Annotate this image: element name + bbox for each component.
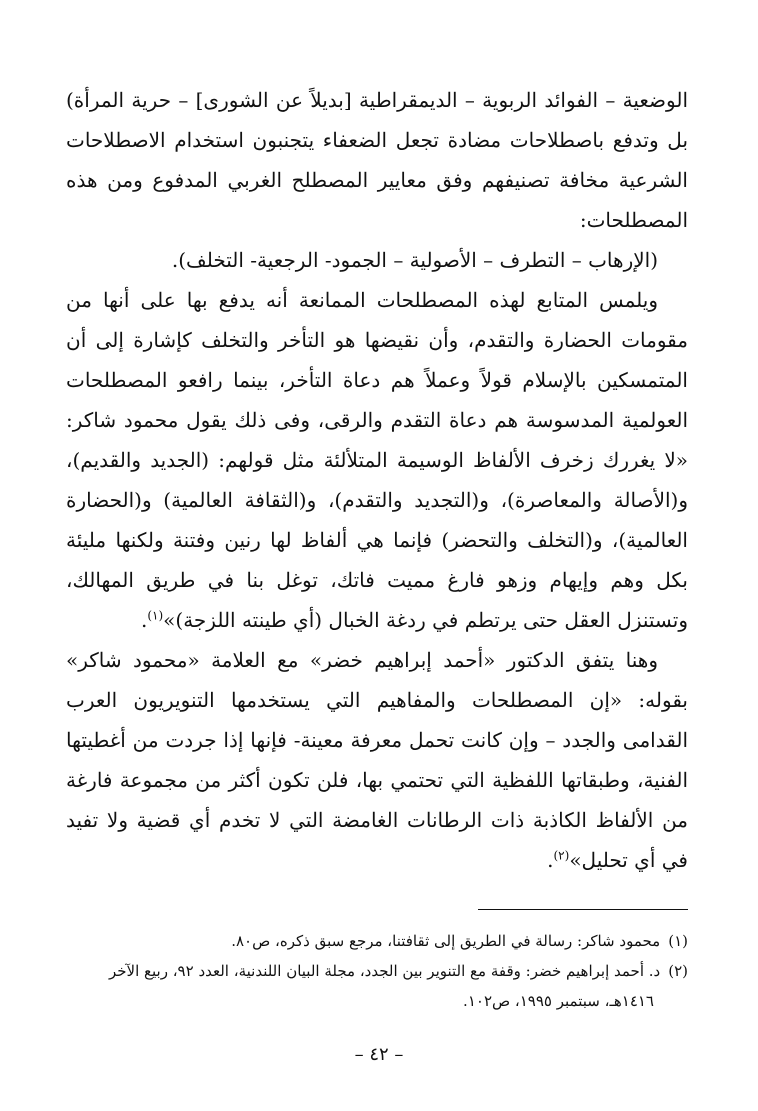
footnote-text: محمود شاكر: رسالة في الطريق إلى ثقافتنا، مرجع سبق ذكره، ص٨٠.: [231, 932, 661, 950]
text-line: بالإسلام قولاً وعملاً هم دعاة التأخر، بينما رافعو المصطلحات العولمية: [66, 368, 689, 432]
footnote-text: ١٤١٦هـ، سبتمبر ١٩٩٥، ص١٠٢.: [463, 992, 654, 1010]
text-line: الحضارة والتقدم، وأن نقيضها هو التأخر والتخلف كإشارة إلى أن المتمسكين: [66, 328, 688, 392]
footnotes: [64, 926, 688, 1016]
footnote-2: [64, 956, 688, 986]
text-line: أي تحليل»: [569, 848, 656, 872]
body-text: [66, 80, 688, 880]
footnote-text: د. أحمد إبراهيم خضر: وقفة مع التنوير بين الجدد، مجلة البيان اللندنية، العدد ٩٢، ربيع الآخر: [108, 962, 661, 980]
page-number: – ٤٢ –: [354, 1044, 404, 1065]
text-line: زخرف الألفاظ الوسيمة المتلألئة مثل قولهم: (الجديد والقديم)، و(الأصالة: [66, 448, 689, 512]
text-line: والمعاصرة)، و(التجديد والتقدم)، و(الثقافة العالمية) و(الحضارة العالمية)،: [66, 488, 688, 552]
text-line: و(التخلف والتحضر) فإنما هي ألفاظ لها رنين وفتنة ولكنها مليئة بكل وهم: [66, 528, 688, 592]
paragraph-1: [66, 80, 688, 240]
text-line: وهنا يتفق الدكتور «أحمد إبراهيم خضر» مع العلامة «محمود شاكر»: [66, 648, 658, 672]
text-line: الألفاظ الكاذبة ذات الرطانات الغامضة التي لا تخدم أي قضية ولا تفيد في: [66, 808, 688, 872]
footnote-divider: [478, 909, 688, 910]
footnote-2-continuation: [64, 986, 688, 1016]
paragraph-3: [66, 640, 688, 880]
text-line: بقوله: «إن المصطلحات والمفاهيم التي يستخدمها التنويريون العرب القدامى: [66, 688, 689, 752]
footnote-ref[interactable]: (١): [147, 608, 164, 623]
text-line: المدسوسة هم دعاة التقدم والرقى، وفى ذلك يقول محمود شاكر: «لا يغررك: [66, 408, 689, 472]
text-line: المصطلحات:: [579, 208, 688, 232]
sentence-end: .: [140, 608, 148, 632]
footnote-number: (١): [668, 932, 688, 950]
sentence-end: .: [547, 848, 554, 872]
paragraph-2: [66, 280, 688, 640]
footnote-1: [64, 926, 688, 956]
text-line: وطبقاتها اللفظية التي تحتمي بها، فلن تكون أكثر من مجموعة فارغة من: [66, 768, 688, 832]
footnote-number: (٢): [668, 962, 688, 980]
text-line: يرتطم في ردغة الخبال (أي طينته اللزجة)»: [163, 608, 517, 632]
text-line: الشرعية مخافة تصنيفهم وفق معايير المصطلح الغربي المدفوع ومن هذه: [66, 168, 688, 192]
text-line: الوضعية – الفوائد الربوية – الديمقراطية [بديلاً عن الشورى] – حرية المرأة) بل: [66, 88, 689, 152]
text-line: (الإرهاب – التطرف – الأصولية – الجمود- الرجعية- التخلف).: [171, 248, 658, 272]
footnote-ref[interactable]: (٢): [553, 848, 570, 863]
text-line: وإيهام وزهو فارغ مميت فاتك، توغل بنا في طريق المهالك، وتستنزل العقل حتى: [66, 568, 688, 632]
text-line: والجدد – وإن كانت تحمل معرفة معينة- فإنها إذا جردت من أغطيتها الفنية،: [66, 728, 688, 792]
text-line: ويلمس المتابع لهذه المصطلحات الممانعة أنه يدفع بها على أنها من مقومات: [66, 288, 689, 352]
text-line: وتدفع باصطلاحات مضادة تجعل الضعفاء يتجنبون استخدام الاصطلاحات: [66, 128, 659, 152]
terms-list: [66, 240, 688, 280]
